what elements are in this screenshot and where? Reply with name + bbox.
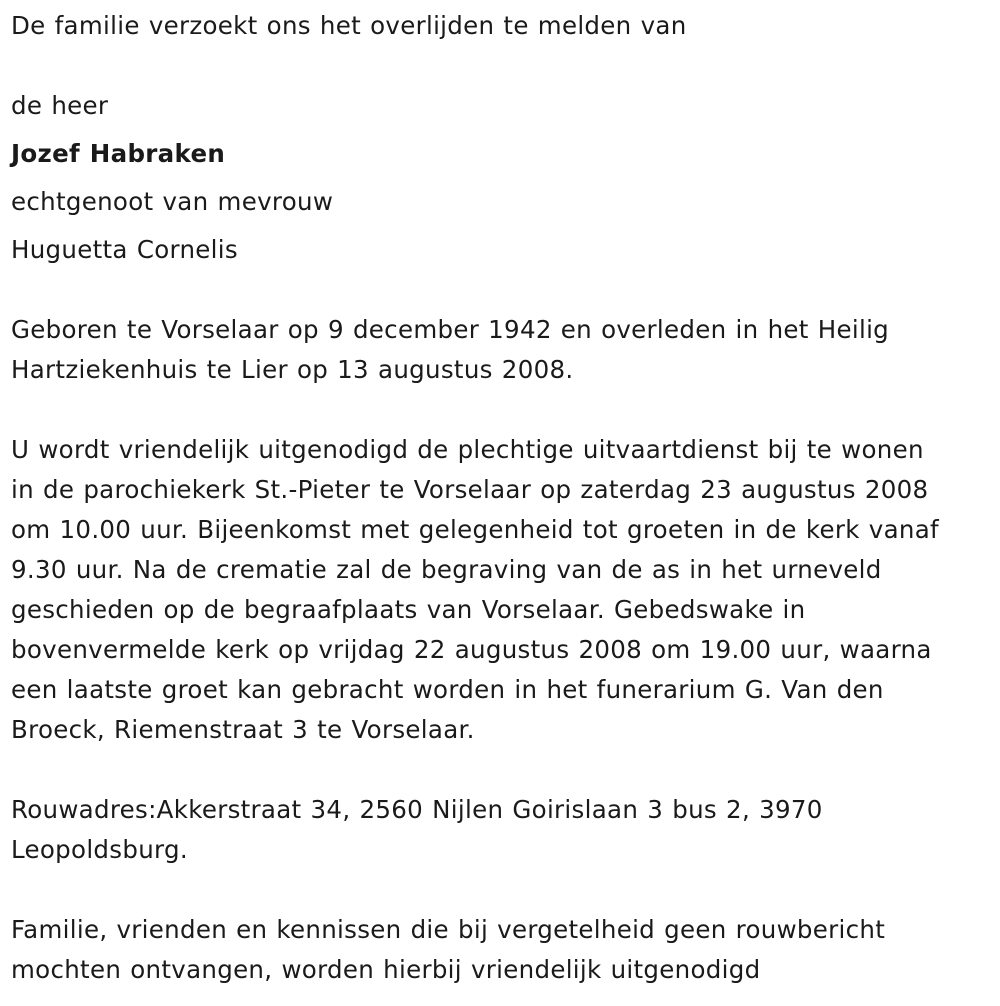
paragraph-line: geschieden op de begraafplaats van Vorselaar. Gebedswake in: [11, 595, 806, 624]
paragraph-line: Leopoldsburg.: [11, 835, 188, 864]
spouse-label: echtgenoot van mevrouw: [11, 187, 334, 216]
paragraph-line: in de parochiekerk St.-Pieter te Vorselaar op zaterdag 23 augustus 2008: [11, 475, 929, 504]
deceased-title: de heer: [11, 91, 109, 120]
deceased-name: Jozef Habraken: [11, 139, 226, 168]
paragraph-line: om 10.00 uur. Bijeenkomst met gelegenheid tot groeten in de kerk vanaf: [11, 515, 939, 544]
paragraph-line: 9.30 uur. Na de crematie zal de begraving van de as in het urneveld: [11, 555, 882, 584]
paragraph-line: Geboren te Vorselaar op 9 december 1942 en overleden in het Heilig: [11, 315, 890, 344]
paragraph-line: een laatste groet kan gebracht worden in het funerarium G. Van den: [11, 675, 884, 704]
paragraph-line: Hartziekenhuis te Lier op 13 augustus 2008.: [11, 355, 574, 384]
spouse-name: Huguetta Cornelis: [11, 235, 238, 264]
birth-death-paragraph: [11, 310, 889, 390]
closing-paragraph: [11, 910, 885, 990]
paragraph-line: U wordt vriendelijk uitgenodigd de plechtige uitvaartdienst bij te wonen: [11, 435, 924, 464]
paragraph-line: bovenvermelde kerk op vrijdag 22 augustus 2008 om 19.00 uur, waarna: [11, 635, 932, 664]
funeral-paragraph: [11, 430, 939, 750]
paragraph-line: Familie, vrienden en kennissen die bij vergetelheid geen rouwbericht: [11, 915, 886, 944]
mourning-address-paragraph: [11, 790, 823, 870]
paragraph-line: mochten ontvangen, worden hierbij vriendelijk uitgenodigd: [11, 955, 761, 984]
notice-intro: De familie verzoekt ons het overlijden te melden van: [11, 11, 687, 40]
paragraph-line: Broeck, Riemenstraat 3 te Vorselaar.: [11, 715, 475, 744]
paragraph-line: Rouwadres:Akkerstraat 34, 2560 Nijlen Goirislaan 3 bus 2, 3970: [11, 795, 823, 824]
